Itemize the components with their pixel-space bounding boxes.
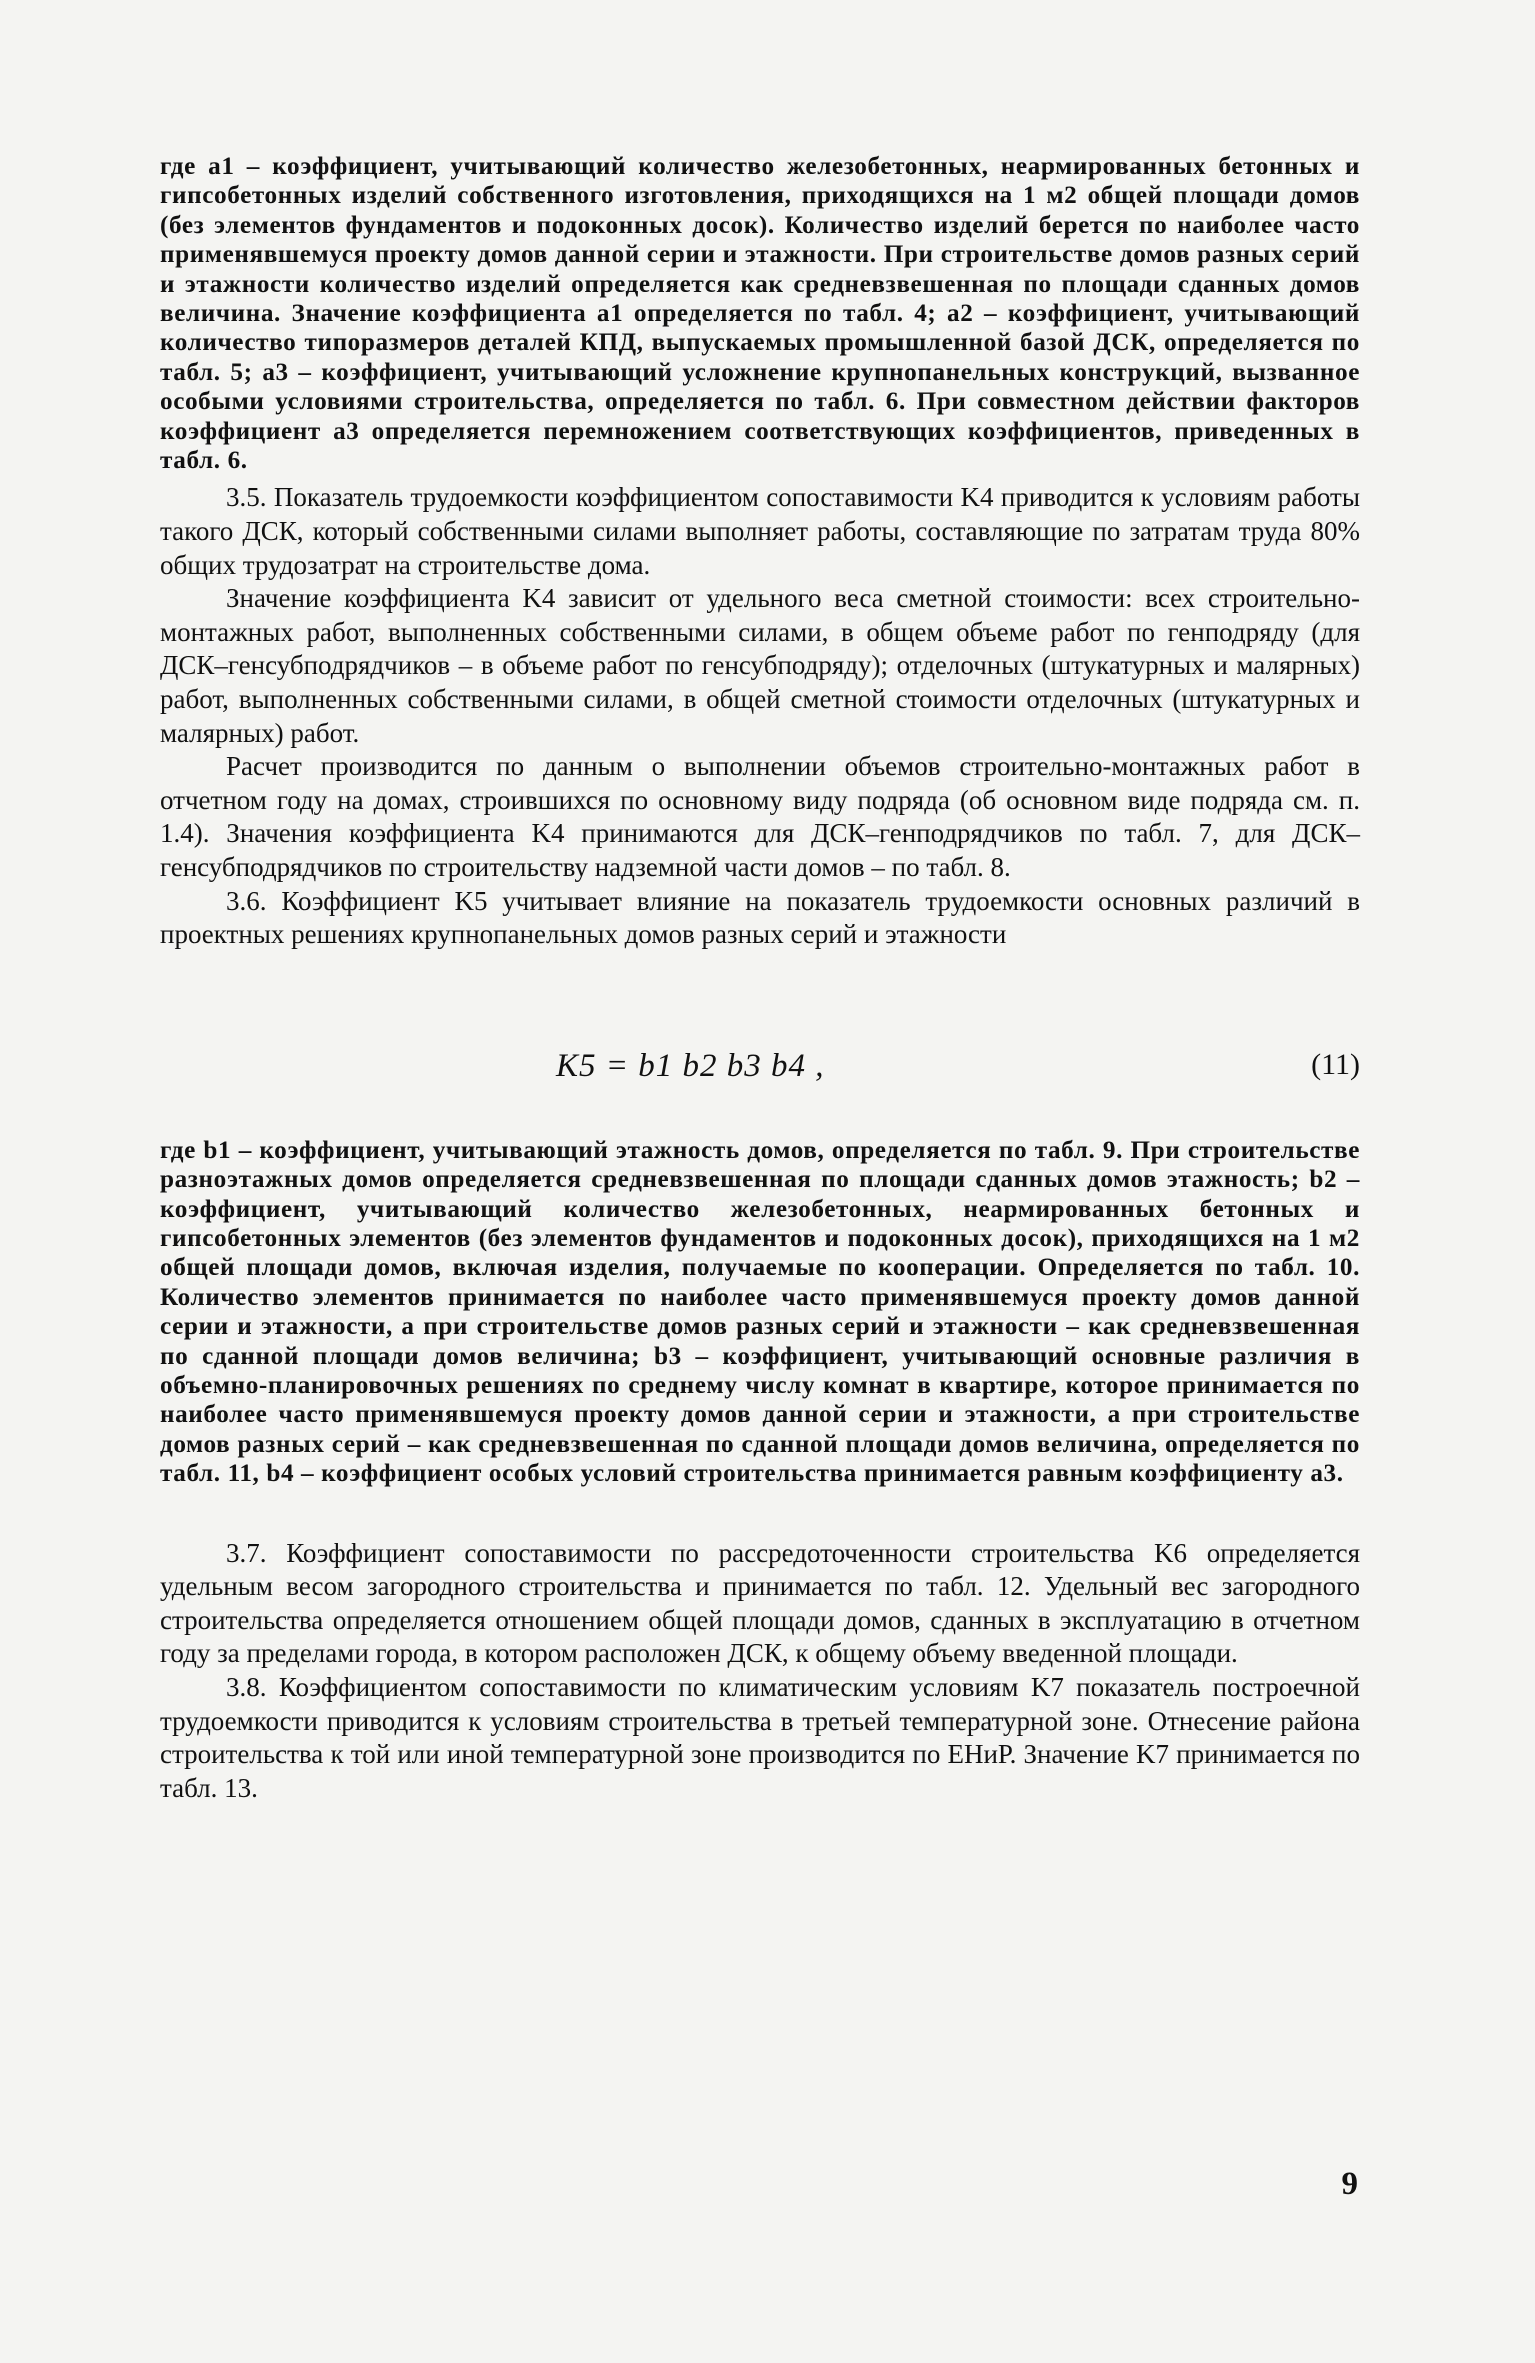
paragraph-calculation: Расчет производится по данным о выполнении объемов строительно-монтажных работ в отчетном году на домах, строившихся по основному виду подряда (об основном виде подряда см. п. 1.4). Значения коэффициента K4 принимаются для ДСК–генподрядчиков по табл. 7, для ДСК–генсубподрядчиков по строительству надземной части домов – по табл. 8. — [160, 751, 1360, 882]
paragraph-3-7: 3.7. Коэффициент сопоставимости по рассредоточенности строительства K6 определяется удельным весом загородного строительства и принимается по табл. 12. Удельный вес загородного строительства определяется отношением общей площади домов, сданных в эксплуатацию в отчетном году за пределами города, в котором расположен ДСК, к общему объему введенной площади. — [160, 1537, 1360, 1669]
paragraph-k4-value: Значение коэффициента K4 зависит от удельного веса сметной стоимости: всех строительно-монтажных работ, выполненных собственными силами, в общем объеме работ по генподряду (для ДСК–генсубподрядчиков – в объеме работ по генсубподряду); отделочных (штукатурных и малярных) работ, выполненных собственными силами, в общей сметной стоимости отделочных (штукатурных и малярных) работ. — [160, 583, 1360, 748]
formula-k5: K5 = b1 b2 b3 b4 , — [556, 1047, 825, 1084]
page-number: 9 — [1341, 2166, 1358, 2202]
equation-number: (11) — [1311, 1047, 1360, 1081]
paragraph-coefficients-b: где b1 – коэффициент, учитывающий этажность домов, определяется по табл. 9. При строительстве разноэтажных домов определяется средневзвешенная по площади сданных домов этажность; b2 – коэффициент, учитывающий количество железобетонных, неармированных бетонных и гипсобетонных элементов (без элементов фундаментов и подоконных досок), приходящихся на 1 м2 общей площади домов, включая изделия, получаемые по кооперации. Определяется по табл. 10. Количество элементов принимается по наиболее часто применявшемуся проекту домов данной серии и этажности, а при строительстве домов разных серий и этажности – как средневзвешенная по сданной площади домов величина; b3 – коэффициент, учитывающий основные различия в объемно-планировочных решениях по среднему числу комнат в квартире, которое принимается по наиболее часто применявшемуся проекту домов данной серии и этажности, а при строительстве домов разных серий – как средневзвешенная по сданной площади домов величина, определяется по табл. 11, b4 – коэффициент особых условий строительства принимается равным коэффициенту a3. — [160, 1136, 1360, 1488]
section-gap — [160, 1489, 1360, 1537]
formula-row — [160, 1036, 1360, 1122]
paragraph-3-6: 3.6. Коэффициент K5 учитывает влияние на показатель трудоемкости основных различий в проектных решениях крупнопанельных домов разных серий и этажности — [160, 885, 1360, 950]
page-content — [160, 152, 1360, 2282]
paragraph-3-8: 3.8. Коэффициентом сопоставимости по климатическим условиям K7 показатель построечной трудоемкости приводится к условиям строительства в третьей температурной зоне. Отнесение района строительства к той или иной температурной зоне производится по ЕНиР. Значение K7 принимается по табл. 13. — [160, 1672, 1360, 1803]
paragraph-3-5: 3.5. Показатель трудоемкости коэффициентом сопоставимости K4 приводится к условиям работы такого ДСК, который собственными силами выполняет работы, составляющие по затратам труда 80% общих трудозатрат на строительстве дома. — [160, 482, 1360, 580]
paragraph-coefficients-a: где a1 – коэффициент, учитывающий количество железобетонных, неармированных бетонных и гипсобетонных изделий собственного изготовления, приходящихся на 1 м2 общей площади домов (без элементов фундаментов и подоконных досок). Количество изделий берется по наиболее часто применявшемуся проекту домов данной серии и этажности. При строительстве домов разных серий и этажности количество изделий определяется как средневзвешенная по площади сданных домов величина. Значение коэффициента a1 определяется по табл. 4; a2 – коэффициент, учитывающий количество типоразмеров деталей КПД, выпускаемых промышленной базой ДСК, определяется по табл. 5; a3 – коэффициент, учитывающий усложнение крупнопанельных конструкций, вызванное особыми условиями строительства, определяется по табл. 6. При совместном действии факторов коэффициент a3 определяется перемножением соответствующих коэффициентов, приведенных в табл. 6. — [160, 153, 1360, 475]
